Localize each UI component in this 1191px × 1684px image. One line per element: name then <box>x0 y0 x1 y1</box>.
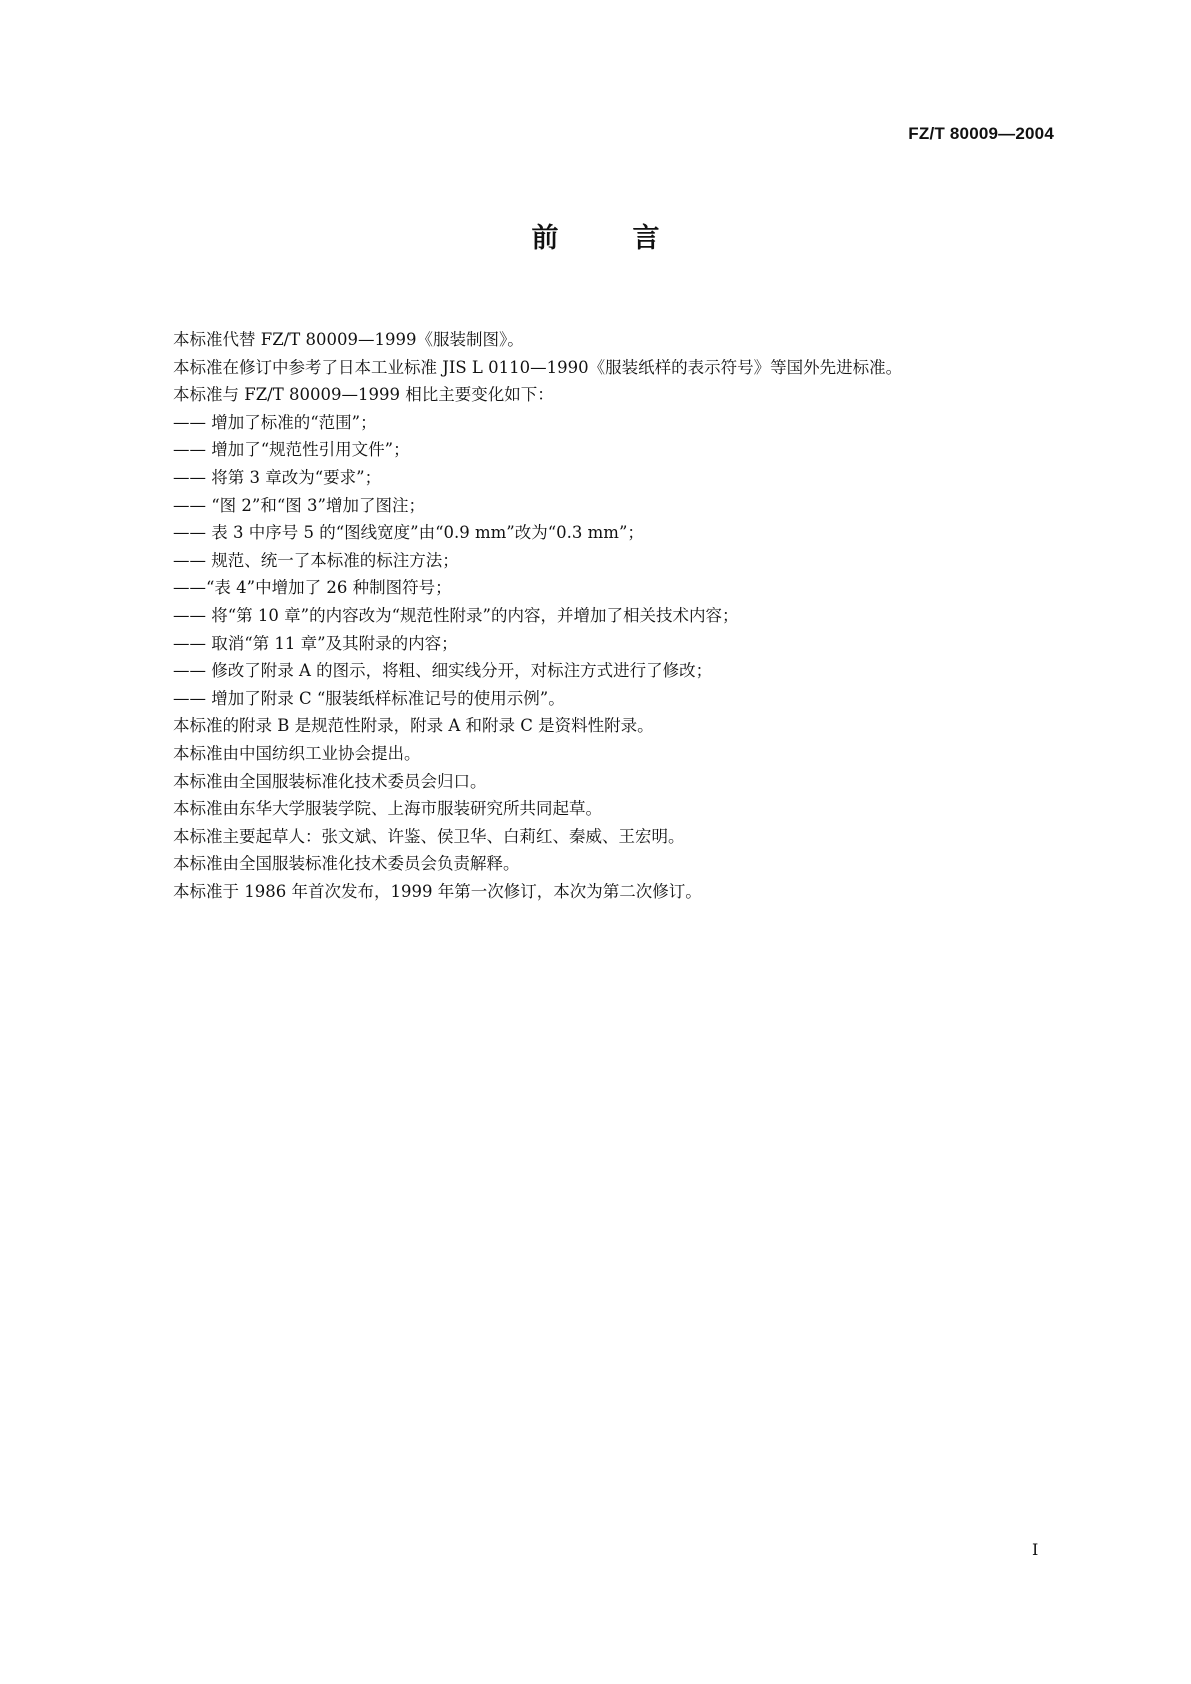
change-list-item: —— 表 3 中序号 5 的“图线宽度”由“0.9 mm”改为“0.3 mm”； <box>173 523 644 543</box>
change-list-item: ——“表 4”中增加了 26 种制图符号； <box>173 578 452 598</box>
page-title-char-1: 前 <box>531 223 559 254</box>
standard-code: FZ/T 80009—2004 <box>908 124 1054 143</box>
change-list-item: —— 将“第 10 章”的内容改为“规范性附录”的内容，并增加了相关技术内容； <box>173 605 739 625</box>
change-list-item: —— 增加了标准的“范围”； <box>173 412 377 432</box>
change-list-item: —— 修改了附录 A 的图示，将粗、细实线分开，对标注方式进行了修改； <box>173 661 713 681</box>
change-list-item: —— 取消“第 11 章”及其附录的内容； <box>173 633 458 653</box>
paragraph-line: 本标准由中国纺织工业协会提出。 <box>173 743 421 763</box>
paragraph-line: 本标准由全国服装标准化技术委员会归口。 <box>173 771 487 791</box>
foreword-body <box>173 326 1053 905</box>
paragraph-line: 本标准与 FZ/T 80009—1999 相比主要变化如下： <box>173 385 554 405</box>
change-list-item: —— “图 2”和“图 3”增加了图注； <box>173 495 425 515</box>
page-number: I <box>1032 1540 1039 1559</box>
paragraph-line: 本标准主要起草人：张文斌、许鉴、侯卫华、白莉红、秦威、王宏明。 <box>173 826 685 846</box>
change-list-item: —— 规范、统一了本标准的标注方法； <box>173 550 459 570</box>
change-list-item: —— 增加了“规范性引用文件”； <box>173 440 410 460</box>
paragraph-line: 本标准代替 FZ/T 80009—1999《服装制图》。 <box>173 330 524 349</box>
paragraph-line: 本标准于 1986 年首次发布，1999 年第一次修订，本次为第二次修订。 <box>173 881 702 901</box>
paragraph-line: 本标准的附录 B 是规范性附录，附录 A 和附录 C 是资料性附录。 <box>173 716 654 736</box>
change-list-item: —— 增加了附录 C “服装纸样标准记号的使用示例”。 <box>173 688 565 708</box>
paragraph-line: 本标准由东华大学服装学院、上海市服装研究所共同起草。 <box>173 799 602 819</box>
change-list-item: —— 将第 3 章改为“要求”； <box>173 467 382 487</box>
paragraph-line: 本标准在修订中参考了日本工业标准 JIS L 0110—1990《服装纸样的表示符号》等国外先进标准。 <box>173 357 903 377</box>
paragraph-line: 本标准由全国服装标准化技术委员会负责解释。 <box>173 854 520 874</box>
page-title-char-2: 言 <box>632 223 660 254</box>
page-title <box>0 225 1191 252</box>
